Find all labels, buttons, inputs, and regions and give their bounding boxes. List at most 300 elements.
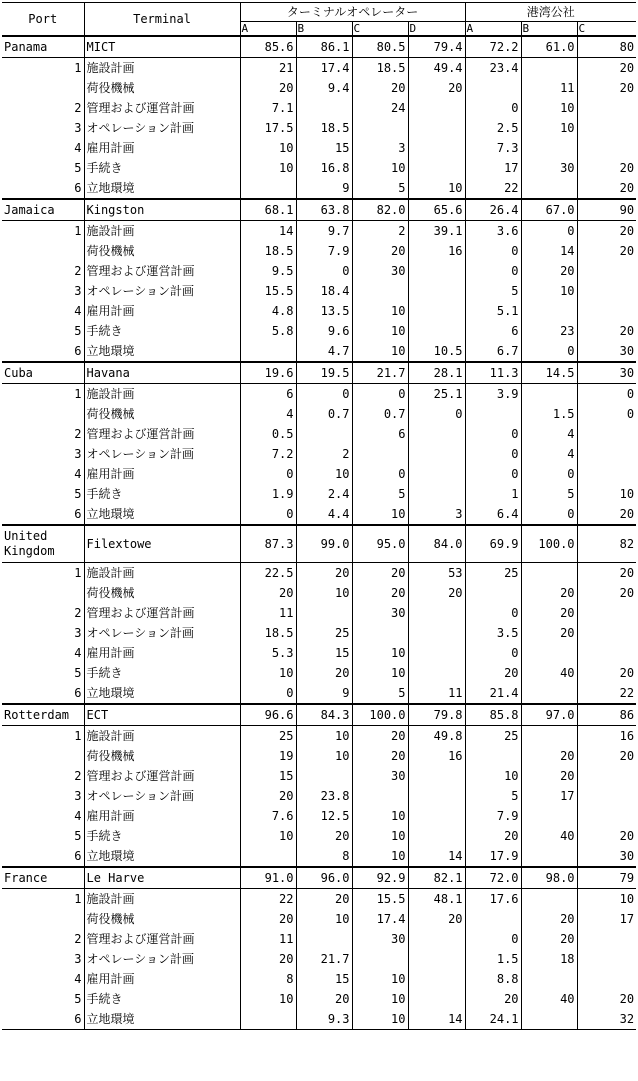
score-cell: 7.6 xyxy=(240,806,296,826)
score-cell: 30 xyxy=(352,261,408,281)
score-cell: 4 xyxy=(521,444,577,464)
summary-score: 68.1 xyxy=(240,199,296,221)
item-number: 1 xyxy=(2,221,84,242)
table-row xyxy=(2,221,636,242)
score-cell: 20 xyxy=(352,746,408,766)
score-cell: 30 xyxy=(521,158,577,178)
table-row xyxy=(2,846,636,867)
table-row xyxy=(2,683,636,704)
score-cell: 20 xyxy=(619,507,635,521)
score-cell: 10 xyxy=(352,643,408,663)
score-cell xyxy=(408,98,465,118)
score-cell: 30 xyxy=(619,344,635,358)
score-cell: 10 xyxy=(577,889,636,910)
terminal-operator-header: ターミナルオペレーター xyxy=(240,3,465,22)
summary-score: 72.0 xyxy=(465,867,521,889)
table-row xyxy=(2,444,636,464)
table-row xyxy=(2,78,636,98)
port-summary-row xyxy=(2,525,636,563)
item-number: 6 xyxy=(2,178,84,199)
score-cell: 0 xyxy=(577,384,636,405)
score-cell: 23.4 xyxy=(465,58,521,79)
score-cell: 5 xyxy=(521,484,577,504)
score-cell xyxy=(577,929,636,949)
item-label: 荷役機械 xyxy=(84,78,240,98)
score-cell: 9 xyxy=(296,683,352,704)
score-cell: 10 xyxy=(240,158,296,178)
score-cell: 10 xyxy=(352,1009,408,1030)
item-label: オペレーション計画 xyxy=(84,118,240,138)
item-number: 3 xyxy=(2,281,84,301)
score-cell xyxy=(408,949,465,969)
score-cell: 10 xyxy=(296,726,352,747)
item-label: 立地環境 xyxy=(84,846,240,867)
summary-score: 98.0 xyxy=(521,867,577,889)
item-number xyxy=(2,404,84,424)
score-cell: 20 xyxy=(408,583,465,603)
pa-col-a: A xyxy=(465,22,521,37)
score-cell: 20 xyxy=(240,786,296,806)
score-cell xyxy=(577,806,636,826)
score-cell: 16 xyxy=(577,726,636,747)
score-cell: 14 xyxy=(408,1009,465,1030)
score-cell: 25 xyxy=(240,726,296,747)
table-row xyxy=(2,643,636,663)
table-header xyxy=(2,3,636,37)
summary-score: 87.3 xyxy=(240,525,296,563)
score-cell: 5.3 xyxy=(240,643,296,663)
score-cell: 4 xyxy=(240,404,296,424)
score-cell: 20 xyxy=(465,663,521,683)
item-label: 手続き xyxy=(84,158,240,178)
port-country: Jamaica xyxy=(2,199,84,221)
summary-score: 69.9 xyxy=(465,525,521,563)
score-cell xyxy=(352,786,408,806)
score-cell: 0.7 xyxy=(352,404,408,424)
score-cell: 19 xyxy=(240,746,296,766)
score-cell: 10 xyxy=(352,301,408,321)
score-cell: 4.4 xyxy=(296,504,352,525)
table-row xyxy=(2,464,636,484)
score-cell: 49.8 xyxy=(408,726,465,747)
score-cell: 0 xyxy=(465,603,521,623)
summary-score: 63.8 xyxy=(296,199,352,221)
item-label: 管理および運営計画 xyxy=(84,424,240,444)
to-col-b: B xyxy=(296,22,352,37)
item-label: オペレーション計画 xyxy=(84,623,240,643)
score-cell xyxy=(408,663,465,683)
score-cell: 10 xyxy=(296,746,352,766)
score-cell: 10 xyxy=(352,321,408,341)
summary-score: 90 xyxy=(577,199,636,221)
score-cell: 0 xyxy=(521,464,577,484)
score-cell: 20 xyxy=(296,989,352,1009)
score-cell: 14 xyxy=(240,221,296,242)
score-cell: 20 xyxy=(619,181,635,195)
score-cell: 21.7 xyxy=(296,949,352,969)
item-number: 5 xyxy=(2,663,84,683)
score-cell xyxy=(521,1009,577,1030)
score-cell xyxy=(577,424,636,444)
score-cell: 18 xyxy=(521,949,577,969)
item-number: 1 xyxy=(2,384,84,405)
score-cell: 15.5 xyxy=(352,889,408,910)
item-label: 雇用計画 xyxy=(84,301,240,321)
summary-score: 26.4 xyxy=(465,199,521,221)
score-cell: 10 xyxy=(240,989,296,1009)
score-cell xyxy=(577,281,636,301)
score-cell: 7.9 xyxy=(465,806,521,826)
item-label: 施設計画 xyxy=(84,563,240,584)
port-terminal: Le Harve xyxy=(84,867,240,889)
item-number xyxy=(2,746,84,766)
port-country: Rotterdam xyxy=(2,704,84,726)
score-cell xyxy=(352,281,408,301)
score-cell xyxy=(296,766,352,786)
score-cell: 25.1 xyxy=(408,384,465,405)
score-cell: 12.5 xyxy=(296,806,352,826)
score-cell: 10 xyxy=(521,281,577,301)
score-cell: 17 xyxy=(465,158,521,178)
item-label: 立地環境 xyxy=(84,341,240,362)
item-number: 3 xyxy=(2,444,84,464)
port-summary-row xyxy=(2,36,636,58)
score-cell xyxy=(296,603,352,623)
score-cell xyxy=(577,766,636,786)
score-cell: 3.9 xyxy=(465,384,521,405)
score-cell: 20 xyxy=(619,829,635,843)
table-row xyxy=(2,786,636,806)
port-country: Cuba xyxy=(2,362,84,384)
summary-score: 21.7 xyxy=(352,362,408,384)
pa-col-b: B xyxy=(521,22,577,37)
score-cell: 5 xyxy=(352,484,408,504)
score-cell: 10 xyxy=(352,663,408,683)
score-cell: 17.6 xyxy=(465,889,521,910)
score-cell xyxy=(577,464,636,484)
score-cell: 13.5 xyxy=(296,301,352,321)
score-cell xyxy=(408,623,465,643)
score-cell: 7.2 xyxy=(240,444,296,464)
summary-score: 95.0 xyxy=(352,525,408,563)
item-number xyxy=(2,241,84,261)
item-number: 1 xyxy=(2,889,84,910)
table-row xyxy=(2,826,636,846)
score-cell: 22.5 xyxy=(240,563,296,584)
summary-score: 100.0 xyxy=(521,525,577,563)
score-cell: 0 xyxy=(352,384,408,405)
port-summary-row xyxy=(2,199,636,221)
score-cell xyxy=(296,929,352,949)
score-cell: 22 xyxy=(465,178,521,199)
score-cell xyxy=(465,583,521,603)
score-cell: 22 xyxy=(619,686,635,700)
score-cell: 20 xyxy=(521,929,577,949)
score-cell: 15.5 xyxy=(240,281,296,301)
score-cell: 10 xyxy=(240,663,296,683)
score-cell: 20 xyxy=(240,78,296,98)
item-label: 雇用計画 xyxy=(84,138,240,158)
table-row xyxy=(2,404,636,424)
score-cell: 18.4 xyxy=(296,281,352,301)
score-cell xyxy=(408,603,465,623)
table-row xyxy=(2,969,636,989)
score-cell xyxy=(577,786,636,806)
summary-score: 61.0 xyxy=(521,36,577,58)
score-cell: 20 xyxy=(619,666,635,680)
summary-score: 100.0 xyxy=(352,704,408,726)
table-row xyxy=(2,98,636,118)
summary-score: 80.5 xyxy=(352,36,408,58)
port-summary-row xyxy=(2,867,636,889)
port-terminal: Filextowe xyxy=(84,525,240,563)
table-row xyxy=(2,746,636,766)
score-cell: 20 xyxy=(521,261,577,281)
score-cell xyxy=(296,98,352,118)
item-label: 管理および運営計画 xyxy=(84,766,240,786)
score-cell xyxy=(577,118,636,138)
summary-score: 85.6 xyxy=(240,36,296,58)
item-number: 3 xyxy=(2,623,84,643)
score-cell: 20 xyxy=(352,583,408,603)
score-cell: 15 xyxy=(296,969,352,989)
score-cell: 18.5 xyxy=(352,58,408,79)
score-cell: 0 xyxy=(465,241,521,261)
score-cell: 9.7 xyxy=(296,221,352,242)
score-cell: 17.5 xyxy=(240,118,296,138)
summary-score: 85.8 xyxy=(465,704,521,726)
table-row xyxy=(2,241,636,261)
score-cell xyxy=(296,424,352,444)
score-cell: 3.5 xyxy=(465,623,521,643)
item-label: 雇用計画 xyxy=(84,464,240,484)
score-cell: 0 xyxy=(240,683,296,704)
score-cell xyxy=(408,261,465,281)
score-cell: 10.5 xyxy=(408,341,465,362)
score-cell: 20 xyxy=(619,749,635,763)
item-label: 荷役機械 xyxy=(84,746,240,766)
summary-score: 84.3 xyxy=(296,704,352,726)
score-cell: 20 xyxy=(296,889,352,910)
port-terminal: ECT xyxy=(84,704,240,726)
score-cell: 53 xyxy=(408,563,465,584)
score-cell xyxy=(408,929,465,949)
score-cell: 16 xyxy=(408,241,465,261)
item-number: 6 xyxy=(2,683,84,704)
table-row xyxy=(2,563,636,584)
score-cell: 10 xyxy=(465,766,521,786)
item-label: 雇用計画 xyxy=(84,643,240,663)
score-cell: 20 xyxy=(577,563,636,584)
score-cell xyxy=(408,766,465,786)
score-cell xyxy=(408,321,465,341)
item-number: 4 xyxy=(2,464,84,484)
score-cell: 17.4 xyxy=(296,58,352,79)
score-cell: 40 xyxy=(521,826,577,846)
item-label: 施設計画 xyxy=(84,384,240,405)
score-cell: 5 xyxy=(352,178,408,199)
score-cell: 20 xyxy=(619,586,635,600)
table-row xyxy=(2,623,636,643)
score-cell: 9.6 xyxy=(296,321,352,341)
score-cell xyxy=(408,484,465,504)
score-cell: 17 xyxy=(619,912,635,926)
score-cell: 8.8 xyxy=(465,969,521,989)
score-cell: 10 xyxy=(352,846,408,867)
item-label: 施設計画 xyxy=(84,726,240,747)
score-cell xyxy=(408,989,465,1009)
item-number: 1 xyxy=(2,58,84,79)
score-cell: 8 xyxy=(240,969,296,989)
item-label: 手続き xyxy=(84,484,240,504)
score-cell xyxy=(408,969,465,989)
score-cell: 20 xyxy=(352,726,408,747)
score-cell: 0 xyxy=(465,464,521,484)
item-label: 手続き xyxy=(84,826,240,846)
summary-score: 84.0 xyxy=(408,525,465,563)
summary-score: 91.0 xyxy=(240,867,296,889)
score-cell xyxy=(577,969,636,989)
score-cell: 20 xyxy=(521,623,577,643)
score-cell: 10 xyxy=(521,118,577,138)
score-cell xyxy=(521,384,577,405)
score-cell xyxy=(521,846,577,867)
score-cell: 5.8 xyxy=(240,321,296,341)
score-cell: 0 xyxy=(626,407,635,421)
item-label: 荷役機械 xyxy=(84,909,240,929)
item-label: 雇用計画 xyxy=(84,806,240,826)
item-number: 2 xyxy=(2,261,84,281)
score-cell: 24 xyxy=(352,98,408,118)
summary-score: 72.2 xyxy=(465,36,521,58)
score-cell: 0 xyxy=(240,504,296,525)
score-cell: 0 xyxy=(521,221,577,242)
item-number: 2 xyxy=(2,603,84,623)
score-cell: 11 xyxy=(521,78,577,98)
port-terminal: Havana xyxy=(84,362,240,384)
score-cell: 23.8 xyxy=(296,786,352,806)
table-row xyxy=(2,138,636,158)
score-cell xyxy=(408,444,465,464)
score-cell xyxy=(240,846,296,867)
summary-score: 86 xyxy=(577,704,636,726)
summary-score: 79 xyxy=(577,867,636,889)
score-cell xyxy=(521,726,577,747)
table-row xyxy=(2,158,636,178)
pa-col-c: C xyxy=(577,22,636,37)
score-cell: 20 xyxy=(240,909,296,929)
score-cell: 2.5 xyxy=(465,118,521,138)
item-number: 2 xyxy=(2,766,84,786)
to-col-a: A xyxy=(240,22,296,37)
score-cell: 20 xyxy=(352,563,408,584)
score-cell: 10 xyxy=(352,504,408,525)
score-cell: 0 xyxy=(465,444,521,464)
table-row xyxy=(2,58,636,79)
score-cell: 10 xyxy=(240,138,296,158)
item-label: 手続き xyxy=(84,663,240,683)
summary-score: 86.1 xyxy=(296,36,352,58)
score-cell: 30 xyxy=(352,603,408,623)
to-col-c: C xyxy=(352,22,408,37)
score-cell: 11 xyxy=(408,683,465,704)
score-cell: 0 xyxy=(465,424,521,444)
item-number xyxy=(2,78,84,98)
score-cell: 2.4 xyxy=(296,484,352,504)
score-cell: 20 xyxy=(521,746,577,766)
score-cell: 2 xyxy=(352,221,408,242)
table-row xyxy=(2,766,636,786)
port-country: France xyxy=(2,867,84,889)
score-cell: 20 xyxy=(296,663,352,683)
item-number: 5 xyxy=(2,321,84,341)
score-cell: 10 xyxy=(352,826,408,846)
port-country: United Kingdom xyxy=(2,525,84,563)
score-cell: 10 xyxy=(521,98,577,118)
summary-score: 79.4 xyxy=(408,36,465,58)
score-cell: 7.9 xyxy=(296,241,352,261)
item-label: 手続き xyxy=(84,321,240,341)
score-cell xyxy=(521,889,577,910)
score-cell: 5.1 xyxy=(465,301,521,321)
score-cell xyxy=(408,158,465,178)
score-cell: 6 xyxy=(465,321,521,341)
score-cell: 9.4 xyxy=(296,78,352,98)
score-cell: 10 xyxy=(619,487,635,501)
score-cell xyxy=(577,603,636,623)
score-cell: 16.8 xyxy=(296,158,352,178)
score-cell xyxy=(408,301,465,321)
score-cell xyxy=(577,301,636,321)
score-cell: 0 xyxy=(465,261,521,281)
score-cell: 20 xyxy=(408,909,465,929)
score-cell: 0 xyxy=(521,341,577,362)
score-cell: 15 xyxy=(296,138,352,158)
summary-score: 14.5 xyxy=(521,362,577,384)
score-cell: 6 xyxy=(240,384,296,405)
score-cell: 0 xyxy=(521,504,577,525)
score-cell: 4.8 xyxy=(240,301,296,321)
port-summary-row xyxy=(2,704,636,726)
score-cell xyxy=(408,424,465,444)
item-label: 施設計画 xyxy=(84,221,240,242)
score-cell: 23 xyxy=(521,321,577,341)
item-label: 立地環境 xyxy=(84,504,240,525)
item-number: 5 xyxy=(2,484,84,504)
score-cell: 14 xyxy=(408,846,465,867)
score-cell: 18.5 xyxy=(296,118,352,138)
table-row xyxy=(2,301,636,321)
score-cell: 20 xyxy=(296,826,352,846)
item-number: 1 xyxy=(2,726,84,747)
score-cell xyxy=(521,643,577,663)
score-cell: 39.1 xyxy=(408,221,465,242)
score-cell: 18.5 xyxy=(240,241,296,261)
score-cell: 6.4 xyxy=(465,504,521,525)
score-cell: 3.6 xyxy=(465,221,521,242)
score-cell: 20 xyxy=(465,989,521,1009)
table-row xyxy=(2,281,636,301)
table-row xyxy=(2,726,636,747)
score-cell xyxy=(408,138,465,158)
item-number: 4 xyxy=(2,643,84,663)
score-cell xyxy=(465,746,521,766)
item-number: 4 xyxy=(2,138,84,158)
item-number: 5 xyxy=(2,826,84,846)
summary-score: 96.0 xyxy=(296,867,352,889)
port-header: Port xyxy=(2,3,84,37)
score-cell: 0 xyxy=(465,929,521,949)
